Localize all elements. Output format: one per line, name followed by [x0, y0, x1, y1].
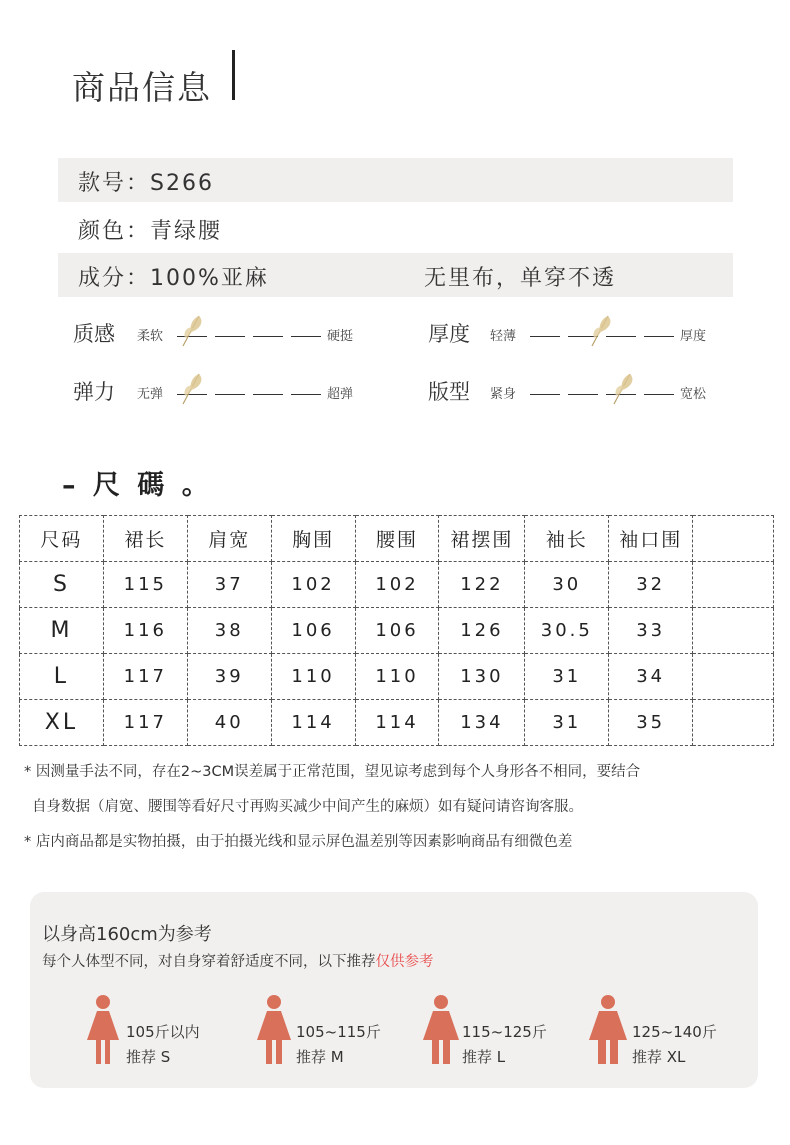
- meter-texture: [73, 318, 373, 348]
- table-header-cell: 腰围: [355, 516, 439, 562]
- meter-label: 弹力: [73, 380, 115, 404]
- meter-label: 版型: [428, 380, 470, 404]
- meter-fit: [428, 376, 728, 406]
- table-cell: 40: [187, 700, 271, 746]
- table-cell: [693, 700, 774, 746]
- table-cell: [693, 562, 774, 608]
- table-cell: 117: [103, 654, 187, 700]
- recommended-size: 推荐 M: [296, 1048, 344, 1066]
- table-cell: 30: [525, 562, 609, 608]
- weight-range: 105斤以内: [126, 1023, 200, 1041]
- table-cell: 110: [355, 654, 439, 700]
- table-cell: 102: [355, 562, 439, 608]
- wheat-leaf-icon: [177, 312, 207, 348]
- meter-min-label: 柔软: [137, 329, 164, 344]
- meter-label: 厚度: [428, 322, 470, 346]
- wheat-leaf-icon: [177, 370, 207, 406]
- table-header-cell: 裙摆围: [439, 516, 525, 562]
- title-divider: [232, 50, 235, 100]
- size-table: [19, 515, 774, 746]
- table-cell: 35: [609, 700, 693, 746]
- meter-min-label: 紧身: [490, 387, 517, 402]
- note-line: * 店内商品都是实物拍摄，由于拍摄光线和显示屏色温差别等因素影响商品有细微色差: [24, 834, 573, 850]
- weight-range: 115~125斤: [462, 1023, 547, 1041]
- meter-label: 质感: [73, 322, 115, 346]
- info-row-composition: [58, 253, 733, 297]
- reference-highlight: 仅供参考: [375, 954, 434, 970]
- table-cell: 134: [439, 700, 525, 746]
- table-cell: 39: [187, 654, 271, 700]
- meter-max-label: 超弹: [327, 387, 354, 402]
- recommendation-text: [126, 1020, 200, 1070]
- meter-max-label: 厚度: [680, 329, 707, 344]
- recommendation-item: [86, 994, 200, 1070]
- table-cell: 117: [103, 700, 187, 746]
- table-cell: 116: [103, 608, 187, 654]
- table-header-cell: [693, 516, 774, 562]
- meter-thickness: [428, 318, 728, 348]
- lining-value: 无里布，单穿不透: [424, 266, 617, 291]
- table-cell: 31: [525, 654, 609, 700]
- meter-min-label: 轻薄: [490, 329, 517, 344]
- recommendation-item: [256, 994, 381, 1070]
- table-cell: 33: [609, 608, 693, 654]
- recommendation-text: [462, 1020, 547, 1070]
- person-figure-icon: [86, 994, 120, 1066]
- recommendation-item: [588, 994, 717, 1070]
- table-cell: 38: [187, 608, 271, 654]
- table-cell: 106: [271, 608, 355, 654]
- table-cell: XL: [20, 700, 104, 746]
- table-cell: [693, 654, 774, 700]
- table-header-cell: 袖口围: [609, 516, 693, 562]
- size-section-heading: – 尺 碼 。: [62, 470, 213, 501]
- table-cell: 31: [525, 700, 609, 746]
- note-line: * 因测量手法不同，存在2~3CM误差属于正常范围，望见谅考虑到每个人身形各不相同，要结合: [24, 764, 641, 780]
- table-header-row: [20, 516, 774, 562]
- table-cell: 102: [271, 562, 355, 608]
- recommendation-text: [632, 1020, 717, 1070]
- person-figure-icon: [588, 994, 628, 1066]
- color-value: 颜色：青绿腰: [78, 219, 223, 244]
- person-figure-icon: [256, 994, 292, 1066]
- wheat-leaf-icon: [608, 370, 638, 406]
- table-cell: 34: [609, 654, 693, 700]
- composition-value: 成分：100%亚麻: [78, 266, 269, 291]
- size-recommendation-panel: [30, 892, 758, 1088]
- table-row: [20, 700, 774, 746]
- table-cell: 30.5: [525, 608, 609, 654]
- reference-subtitle: 每个人体型不同，对自身穿着舒适度不同，以下推荐仅供参考: [42, 954, 434, 970]
- table-cell: 114: [355, 700, 439, 746]
- recommended-size: 推荐 L: [462, 1048, 506, 1066]
- table-row: [20, 654, 774, 700]
- table-cell: 114: [271, 700, 355, 746]
- table-header-cell: 袖长: [525, 516, 609, 562]
- table-cell: 106: [355, 608, 439, 654]
- person-figure-icon: [422, 994, 460, 1066]
- table-cell: M: [20, 608, 104, 654]
- table-header-cell: 肩宽: [187, 516, 271, 562]
- table-cell: S: [20, 562, 104, 608]
- style-number: 款号：S266: [78, 171, 214, 196]
- reference-title: 以身高160cm为参考: [42, 924, 212, 945]
- table-cell: 37: [187, 562, 271, 608]
- table-cell: 32: [609, 562, 693, 608]
- weight-range: 105~115斤: [296, 1023, 381, 1041]
- table-cell: L: [20, 654, 104, 700]
- recommendation-text: [296, 1020, 381, 1070]
- meter-max-label: 硬挺: [327, 329, 354, 344]
- wheat-leaf-icon: [586, 312, 616, 348]
- recommended-size: 推荐 S: [126, 1048, 171, 1066]
- weight-range: 125~140斤: [632, 1023, 717, 1041]
- info-row-color: [58, 206, 733, 250]
- table-cell: 110: [271, 654, 355, 700]
- recommended-size: 推荐 XL: [632, 1048, 686, 1066]
- meter-min-label: 无弹: [137, 387, 164, 402]
- page-title: 商品信息: [72, 68, 212, 107]
- table-header-cell: 尺码: [20, 516, 104, 562]
- table-cell: [693, 608, 774, 654]
- meter-elasticity: [73, 376, 373, 406]
- table-cell: 130: [439, 654, 525, 700]
- info-row-style: [58, 158, 733, 202]
- table-row: [20, 562, 774, 608]
- table-header-cell: 胸围: [271, 516, 355, 562]
- recommendation-item: [422, 994, 547, 1070]
- table-cell: 115: [103, 562, 187, 608]
- table-cell: 126: [439, 608, 525, 654]
- table-header-cell: 裙长: [103, 516, 187, 562]
- note-line: 自身数据（肩宽、腰围等看好尺寸再购买减少中间产生的麻烦）如有疑问请咨询客服。: [32, 799, 583, 815]
- table-row: [20, 608, 774, 654]
- table-cell: 122: [439, 562, 525, 608]
- meter-max-label: 宽松: [680, 387, 707, 402]
